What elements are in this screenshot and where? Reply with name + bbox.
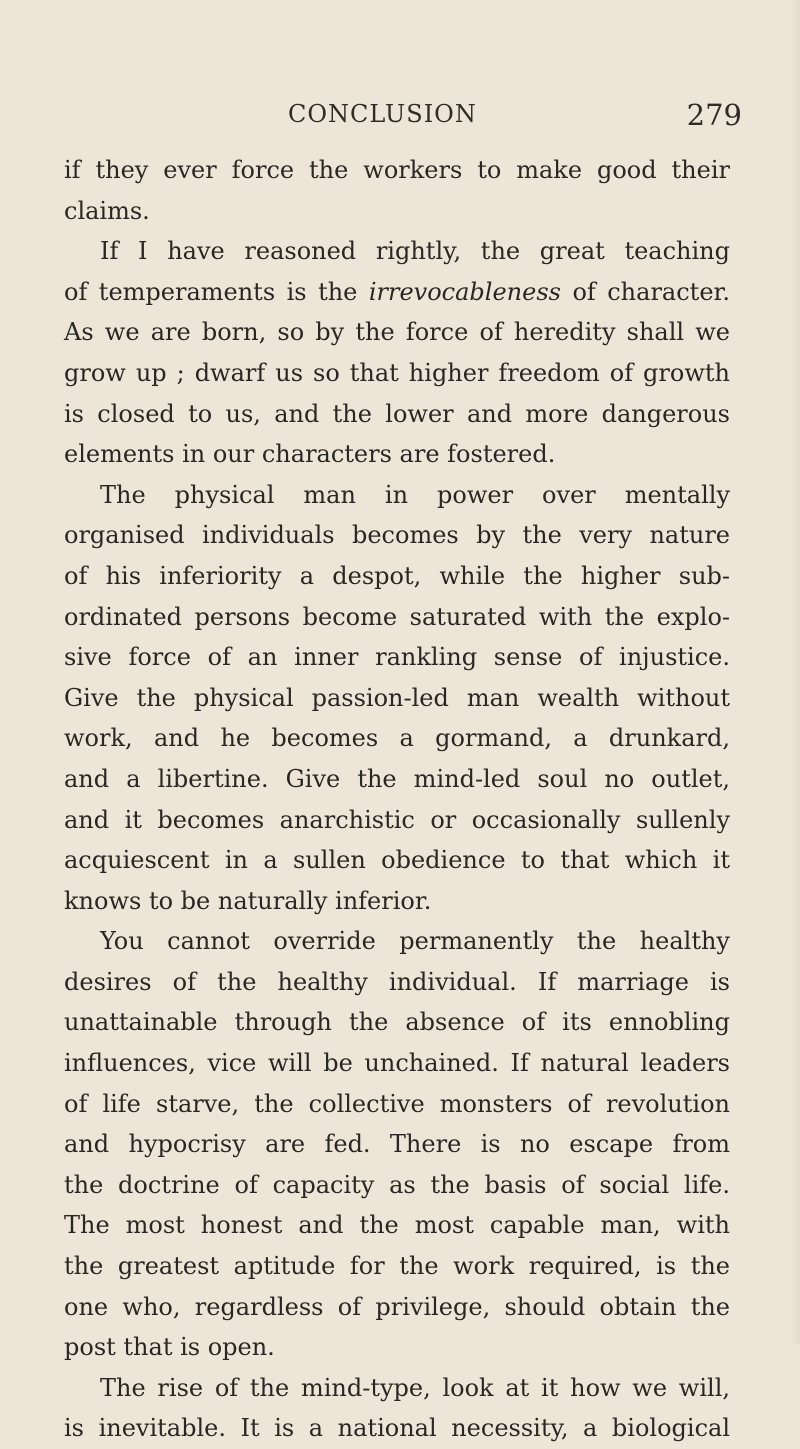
text-line: and hypocrisy are fed. There is no escape from <box>64 1130 730 1159</box>
text-line: You cannot override permanently the healthy <box>100 927 730 956</box>
text-line: The physical man in power over mentally <box>100 480 730 509</box>
text-line: knows to be naturally inferior. <box>64 886 432 915</box>
text-line: organised individuals becomes by the very nature <box>64 521 730 550</box>
text-line: work, and he becomes a gormand, a drunkard, <box>64 724 730 753</box>
page-number: 279 <box>686 98 742 132</box>
text-run: of character. <box>560 277 730 306</box>
text-line: if they ever force the workers to make good their <box>64 156 730 184</box>
text-line: sive force of an inner rankling sense of injustice. <box>64 643 730 672</box>
text-line: and a libertine. Give the mind-led soul no outlet, <box>64 764 730 793</box>
text-line: grow up ; dwarf us so that higher freedom of growth <box>64 358 730 387</box>
text-line: desires of the healthy individual. If marriage is <box>64 967 730 996</box>
italic-term: irrevocableness <box>368 277 561 306</box>
text-line: post that is open. <box>64 1333 275 1362</box>
text-line: elements in our characters are fostered. <box>64 440 556 469</box>
running-head <box>288 100 742 136</box>
text-line: of life starve, the collective monsters of revolution <box>64 1089 730 1118</box>
text-line: ordinated persons become saturated with the explo- <box>64 602 730 631</box>
text-line: of his inferiority a despot, while the higher sub- <box>64 561 730 590</box>
text-line: As we are born, so by the force of heredity shall we <box>64 318 730 347</box>
body-text <box>64 150 730 1449</box>
text-line: is inevitable. It is a national necessity, a biological <box>64 1414 730 1443</box>
text-line: the greatest aptitude for the work required, is the <box>64 1252 730 1281</box>
text-line: The most honest and the most capable man, with <box>64 1211 730 1240</box>
text-line: is closed to us, and the lower and more dangerous <box>64 399 730 428</box>
text-line: claims. <box>64 196 150 225</box>
text-line: If I have reasoned rightly, the great teaching <box>100 237 730 266</box>
text-line: one who, regardless of privilege, should obtain the <box>64 1292 730 1321</box>
text-line <box>64 272 730 313</box>
text-run: of temperaments is the <box>64 277 369 306</box>
text-line: unattainable through the absence of its ennobling <box>64 1008 730 1037</box>
text-line: The rise of the mind-type, look at it how we will, <box>100 1373 730 1402</box>
text-line: Give the physical passion-led man wealth without <box>64 683 730 712</box>
text-line: and it becomes anarchistic or occasionally sullenly <box>64 805 730 834</box>
text-line: influences, vice will be unchained. If natural leaders <box>64 1049 730 1078</box>
text-line: the doctrine of capacity as the basis of social life. <box>64 1170 730 1199</box>
page-edge-shade <box>790 0 800 1344</box>
running-title: CONCLUSION <box>288 100 477 128</box>
text-line: acquiescent in a sullen obedience to that which it <box>64 846 730 875</box>
